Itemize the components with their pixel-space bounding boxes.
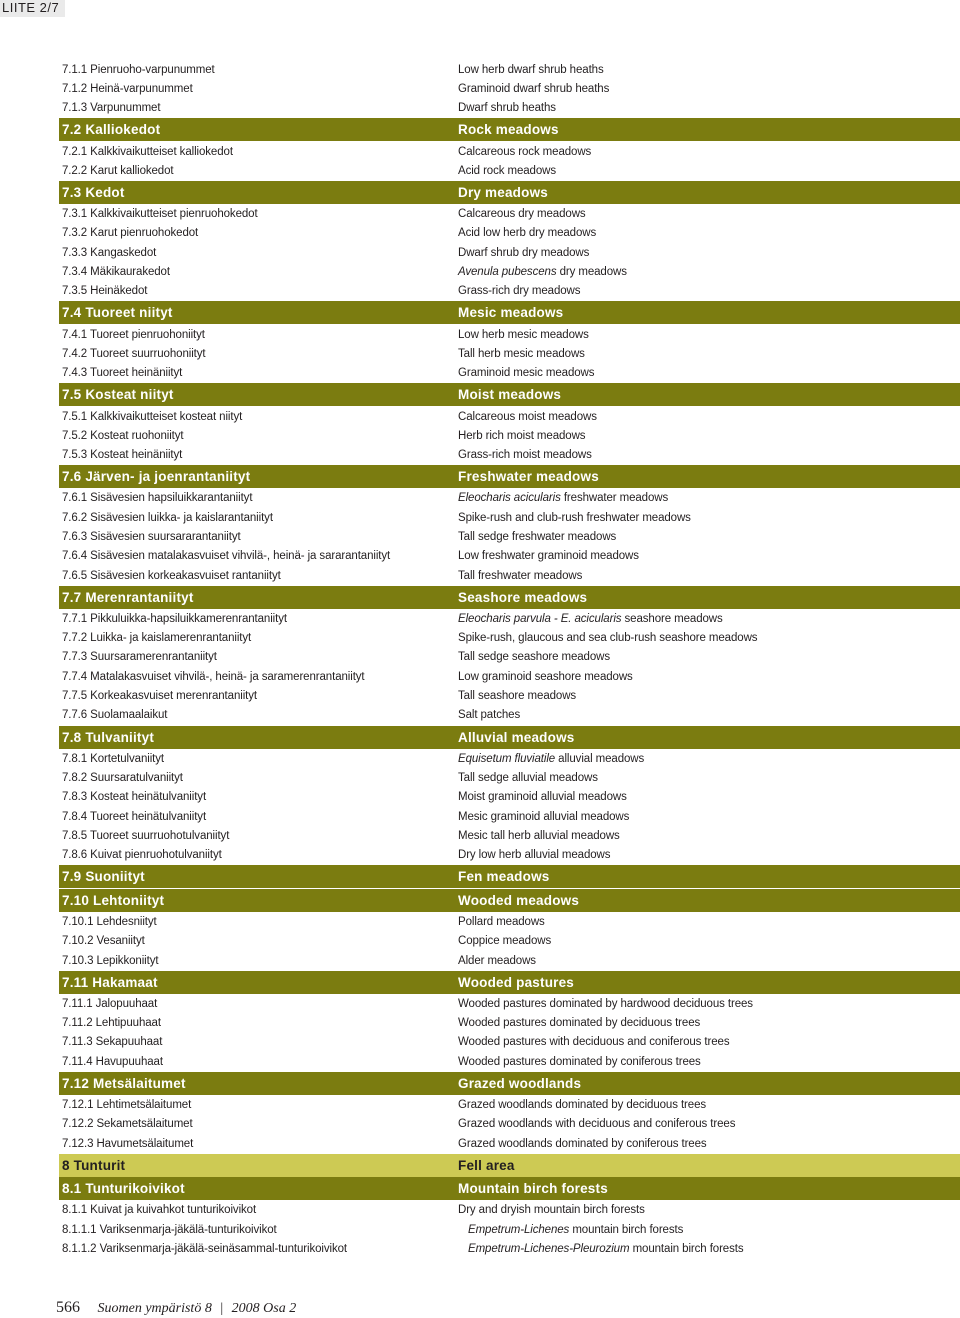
- habitat-row: [59, 1013, 960, 1032]
- habitat-row: [59, 629, 960, 648]
- series-name: Suomen ympäristö: [97, 1301, 202, 1316]
- habitat-row: [59, 1220, 960, 1239]
- habitat-row: [59, 445, 960, 464]
- habitat-row: [59, 204, 960, 223]
- habitat-name-fi: 7.8.6 Kuivat pienruohotulvaniityt: [62, 849, 222, 862]
- name-text: Tall sedge alluvial meadows: [458, 771, 598, 784]
- name-text: Low graminoid seashore meadows: [458, 670, 633, 683]
- section-header-row: [59, 1177, 960, 1200]
- habitat-row: [59, 407, 960, 426]
- name-text: Calcareous dry meadows: [458, 208, 586, 221]
- section-title-fi: 7.4 Tuoreet niityt: [62, 305, 173, 321]
- habitat-name-en: [458, 935, 551, 947]
- habitat-name-en: [458, 1118, 735, 1130]
- name-text: Calcareous moist meadows: [458, 410, 597, 423]
- habitat-row: [59, 262, 960, 281]
- name-text: Pollard meadows: [458, 915, 545, 928]
- habitat-name-en: [458, 64, 604, 76]
- section-header-row: [59, 1072, 960, 1095]
- habitat-name-en: [458, 492, 668, 504]
- section-title-fi: 7.10 Lehtoniityt: [62, 892, 165, 908]
- habitat-name-en: [458, 690, 576, 702]
- habitat-name-fi: 7.2.2 Karut kalliokedot: [62, 164, 174, 177]
- habitat-row: [59, 1201, 960, 1220]
- section-header-row: [59, 1154, 960, 1177]
- appendix-label: LIITE 2/7: [0, 0, 65, 17]
- habitat-row: [59, 142, 960, 161]
- name-text: Dry low herb alluvial meadows: [458, 849, 611, 862]
- habitat-name-en: [458, 102, 556, 114]
- habitat-classification-table: [59, 60, 960, 1259]
- habitat-name-en: [458, 709, 520, 721]
- habitat-name-fi: 7.1.2 Heinä-varpunummet: [62, 82, 193, 95]
- scientific-name: Avenula pubescens: [458, 266, 557, 279]
- habitat-name-fi: 7.6.3 Sisävesien suursararantaniityt: [62, 530, 241, 543]
- habitat-name-fi: 7.5.2 Kosteat ruohoniityt: [62, 429, 184, 442]
- habitat-row: [59, 932, 960, 951]
- habitat-name-fi: 7.2.1 Kalkkivaikutteiset kalliokedot: [62, 145, 233, 158]
- habitat-row: [59, 1052, 960, 1071]
- name-text: Grazed woodlands dominated by deciduous trees: [458, 1099, 707, 1112]
- name-text: Moist meadows: [458, 387, 562, 403]
- habitat-row: [59, 426, 960, 445]
- name-text: seashore meadows: [621, 612, 723, 625]
- section-title-fi: 7.9 Suoniityt: [62, 869, 145, 885]
- habitat-name-en: [458, 811, 629, 823]
- habitat-row: [59, 527, 960, 546]
- habitat-row: [59, 788, 960, 807]
- habitat-name-en: [458, 531, 616, 543]
- habitat-name-en: [458, 165, 556, 177]
- section-title-fi: 7.7 Merenrantaniityt: [62, 589, 194, 605]
- name-text: Fen meadows: [458, 869, 550, 885]
- name-text: Coppice meadows: [458, 935, 552, 948]
- habitat-name-en: [458, 570, 582, 582]
- name-text: Mountain birch forests: [458, 1181, 608, 1197]
- scientific-name: Eleocharis parvula - E. acicularis: [458, 612, 622, 625]
- habitat-row: [59, 489, 960, 508]
- name-text: Grazed woodlands with deciduous and coniferous trees: [458, 1118, 736, 1131]
- section-title-fi: 7.6 Järven- ja joenrantaniityt: [62, 469, 251, 485]
- habitat-name-fi: 7.10.3 Lepikkoniityt: [62, 954, 159, 967]
- scientific-name: Eleocharis acicularis: [458, 492, 561, 505]
- name-text: Calcareous rock meadows: [458, 145, 592, 158]
- habitat-name-en: [458, 411, 597, 423]
- habitat-row: [59, 364, 960, 383]
- habitat-name-en: [458, 998, 753, 1010]
- section-title-en: [458, 305, 563, 320]
- habitat-row: [59, 1095, 960, 1114]
- habitat-row: [59, 994, 960, 1013]
- name-text: Dry meadows: [458, 184, 548, 200]
- habitat-row: [59, 912, 960, 931]
- habitat-name-en: [458, 146, 591, 158]
- habitat-name-en: [458, 367, 594, 379]
- name-text: Wooded pastures: [458, 974, 575, 990]
- name-text: mountain birch forests: [569, 1223, 684, 1236]
- name-text: Graminoid dwarf shrub heaths: [458, 82, 610, 95]
- name-text: alluvial meadows: [555, 752, 645, 765]
- footer-separator: |: [220, 1301, 224, 1316]
- name-text: Tall freshwater meadows: [458, 569, 583, 582]
- habitat-name-fi: 8.1.1.2 Variksenmarja-jäkälä-seinäsammal-tunturikoivikot: [62, 1243, 348, 1255]
- habitat-row: [59, 243, 960, 262]
- section-title-fi: 7.2 Kalliokedot: [62, 122, 161, 138]
- habitat-name-fi: 7.3.4 Mäkikaurakedot: [62, 266, 170, 279]
- name-text: Alder meadows: [458, 954, 536, 967]
- habitat-row: [59, 79, 960, 98]
- section-title-fi: 7.8 Tulvaniityt: [62, 729, 155, 745]
- habitat-row: [59, 951, 960, 970]
- name-text: freshwater meadows: [560, 492, 669, 505]
- habitat-name-fi: 7.5.3 Kosteat heinäniityt: [62, 449, 183, 462]
- name-text: Dry and dryish mountain birch forests: [458, 1204, 645, 1217]
- habitat-row: [59, 566, 960, 585]
- scientific-name: Equisetum fluviatile: [458, 752, 556, 765]
- habitat-name-en: [458, 613, 723, 625]
- habitat-name-en: [458, 449, 592, 461]
- habitat-name-en: [458, 955, 536, 967]
- name-text: Fell area: [458, 1157, 515, 1173]
- section-header-row: [59, 118, 960, 141]
- section-header-row: [59, 889, 960, 912]
- habitat-row: [59, 667, 960, 686]
- section-title-fi: 7.3 Kedot: [62, 184, 125, 200]
- habitat-name-fi: 7.5.1 Kalkkivaikutteiset kosteat niityt: [62, 410, 243, 423]
- habitat-name-en: [458, 1056, 701, 1068]
- name-text: Spike-rush and club-rush freshwater meadows: [458, 511, 691, 524]
- habitat-name-fi: 7.6.5 Sisävesien korkeakasvuiset rantaniityt: [62, 569, 281, 582]
- name-text: Dwarf shrub dry meadows: [458, 246, 590, 259]
- name-text: Freshwater meadows: [458, 469, 599, 485]
- habitat-name-en: [458, 1036, 730, 1048]
- name-text: Wooded pastures dominated by deciduous trees: [458, 1017, 701, 1030]
- section-header-row: [59, 383, 960, 406]
- habitat-name-en: [458, 348, 585, 360]
- name-text: Low herb dwarf shrub heaths: [458, 63, 604, 76]
- habitat-name-en: [458, 753, 644, 765]
- habitat-name-en: [458, 512, 691, 524]
- habitat-name-fi: 7.11.2 Lehtipuuhaat: [62, 1017, 161, 1030]
- habitat-name-fi: 7.6.4 Sisävesien matalakasvuiset vihvilä-, heinä- ja sararantaniityt: [62, 550, 391, 563]
- section-title-en: [458, 1076, 581, 1091]
- habitat-name-en: [458, 772, 598, 784]
- section-title-en: [458, 975, 574, 990]
- habitat-row: [59, 325, 960, 344]
- habitat-name-en: [458, 1099, 706, 1111]
- habitat-name-en: [458, 227, 596, 239]
- name-text: Tall seashore meadows: [458, 690, 577, 703]
- habitat-name-en: [458, 285, 580, 297]
- habitat-row: [59, 547, 960, 566]
- habitat-name-fi: 7.7.2 Luikka- ja kaislamerenrantaniityt: [62, 632, 252, 645]
- name-text: Mesic tall herb alluvial meadows: [458, 829, 620, 842]
- name-text: Salt patches: [458, 709, 521, 722]
- section-title-en: [458, 893, 579, 908]
- habitat-name-en: [458, 632, 757, 644]
- habitat-name-fi: 7.3.2 Karut pienruohokedot: [62, 227, 199, 240]
- page-number: 566: [56, 1299, 80, 1316]
- name-text: Low herb mesic meadows: [458, 328, 589, 341]
- name-text: Rock meadows: [458, 122, 559, 138]
- section-title-fi: 7.11 Hakamaat: [62, 974, 158, 990]
- section-header-row: [59, 465, 960, 488]
- habitat-name-fi: 7.8.5 Tuoreet suurruohotulvaniityt: [62, 829, 230, 842]
- habitat-row: [59, 161, 960, 180]
- name-text: Tall sedge seashore meadows: [458, 651, 610, 664]
- name-text: Tall herb mesic meadows: [458, 347, 585, 360]
- habitat-name-en: [458, 1017, 700, 1029]
- section-title-fi: 7.12 Metsälaitumet: [62, 1075, 186, 1091]
- habitat-name-fi: 7.7.4 Matalakasvuiset vihvilä-, heinä- ja saramerenrantaniityt: [62, 670, 365, 683]
- name-text: Acid rock meadows: [458, 164, 557, 177]
- habitat-name-fi: 7.4.2 Tuoreet suurruohoniityt: [62, 347, 206, 360]
- habitat-name-fi: 7.11.4 Havupuuhaat: [62, 1055, 163, 1068]
- section-header-row: [59, 971, 960, 994]
- section-title-fi: 7.5 Kosteat niityt: [62, 387, 174, 403]
- habitat-name-en: [458, 791, 627, 803]
- habitat-name-fi: 7.3.1 Kalkkivaikutteiset pienruohokedot: [62, 208, 258, 221]
- section-title-en: [458, 185, 548, 200]
- habitat-row: [59, 686, 960, 705]
- habitat-name-en: [458, 830, 620, 842]
- scientific-name: Empetrum-Lichenes-Pleurozium: [468, 1243, 630, 1255]
- name-text: Herb rich moist meadows: [458, 429, 586, 442]
- section-header-row: [59, 301, 960, 324]
- habitat-row: [59, 749, 960, 768]
- habitat-name-fi: 7.8.4 Tuoreet heinätulvaniityt: [62, 810, 207, 823]
- habitat-name-fi: 7.7.1 Pikkuluikka-hapsiluikkamerenrantaniityt: [62, 612, 287, 625]
- habitat-name-en: [458, 208, 586, 220]
- habitat-row: [59, 344, 960, 363]
- habitat-name-fi: 7.7.3 Suursaramerenrantaniityt: [62, 651, 217, 664]
- habitat-name-fi: 7.7.5 Korkeakasvuiset merenrantaniityt: [62, 690, 257, 703]
- habitat-name-fi: 7.12.1 Lehtimetsälaitumet: [62, 1099, 192, 1112]
- habitat-name-fi: 7.3.5 Heinäkedot: [62, 285, 148, 298]
- habitat-name-fi: 7.3.3 Kangaskedot: [62, 246, 157, 259]
- section-header-row: [59, 726, 960, 749]
- page-footer: [56, 1299, 296, 1317]
- habitat-name-fi: 7.12.2 Sekametsälaitumet: [62, 1118, 193, 1131]
- name-text: Spike-rush, glaucous and sea club-rush seashore meadows: [458, 632, 758, 645]
- habitat-row: [59, 508, 960, 527]
- section-title-fi: 8.1 Tunturikoivikot: [62, 1181, 185, 1197]
- name-text: Tall sedge freshwater meadows: [458, 530, 617, 543]
- habitat-name-fi: 7.1.3 Varpunummet: [62, 102, 161, 115]
- habitat-name-fi: 8.1.1 Kuivat ja kuivahkot tunturikoivikot: [62, 1204, 257, 1217]
- habitat-name-en: [458, 849, 610, 861]
- habitat-name-fi: 7.8.2 Suursaratulvaniityt: [62, 771, 183, 784]
- section-title-en: [458, 469, 599, 484]
- section-header-row: [59, 865, 960, 888]
- section-title-en: [458, 730, 575, 745]
- name-text: Wooded pastures dominated by coniferous trees: [458, 1055, 701, 1068]
- habitat-name-fi: 7.12.3 Havumetsälaitumet: [62, 1137, 194, 1150]
- habitat-name-fi: 7.7.6 Suolamaalaikut: [62, 709, 168, 722]
- section-title-en: [458, 1158, 515, 1173]
- section-title-en: [458, 122, 559, 137]
- name-text: Grass-rich moist meadows: [458, 449, 592, 462]
- name-text: Wooded meadows: [458, 892, 580, 908]
- habitat-name-en: [458, 266, 627, 278]
- name-text: Grazed woodlands dominated by coniferous trees: [458, 1137, 707, 1150]
- habitat-row: [59, 60, 960, 79]
- name-text: Mesic meadows: [458, 305, 564, 321]
- series-number: 8: [204, 1301, 212, 1316]
- habitat-row: [59, 706, 960, 725]
- habitat-row: [59, 99, 960, 118]
- habitat-name-fi: 7.10.1 Lehdesniityt: [62, 915, 157, 928]
- name-text: Seashore meadows: [458, 589, 588, 605]
- habitat-name-fi: 7.6.2 Sisävesien luikka- ja kaislarantaniityt: [62, 511, 273, 524]
- habitat-name-en: [458, 550, 639, 562]
- habitat-name-en: [458, 916, 545, 928]
- habitat-name-en: [468, 1243, 744, 1255]
- section-title-en: [458, 590, 587, 605]
- habitat-name-fi: 7.4.3 Tuoreet heinäniityt: [62, 367, 183, 380]
- habitat-row: [59, 1033, 960, 1052]
- section-title-fi: 8 Tunturit: [62, 1157, 126, 1173]
- name-text: Grass-rich dry meadows: [458, 285, 581, 298]
- habitat-name-en: [458, 83, 609, 95]
- habitat-name-en: [458, 1138, 707, 1150]
- habitat-name-fi: 7.1.1 Pienruoho-varpunummet: [62, 63, 215, 76]
- name-text: mountain birch forests: [629, 1243, 744, 1255]
- habitat-name-en: [458, 671, 633, 683]
- habitat-name-fi: 7.11.3 Sekapuuhaat: [62, 1036, 163, 1049]
- section-title-en: [458, 1181, 608, 1196]
- habitat-row: [59, 282, 960, 301]
- habitat-row: [59, 648, 960, 667]
- habitat-row: [59, 609, 960, 628]
- scientific-name: Empetrum-Lichenes: [468, 1223, 570, 1236]
- habitat-row: [59, 846, 960, 865]
- name-text: Alluvial meadows: [458, 729, 575, 745]
- habitat-name-en: [458, 1204, 645, 1216]
- habitat-name-fi: 7.11.1 Jalopuuhaat: [62, 997, 158, 1010]
- habitat-row: [59, 807, 960, 826]
- habitat-name-fi: 7.8.3 Kosteat heinätulvaniityt: [62, 791, 207, 804]
- name-text: Low freshwater graminoid meadows: [458, 550, 639, 563]
- habitat-row: [59, 224, 960, 243]
- habitat-row: [59, 768, 960, 787]
- habitat-name-fi: 7.6.1 Sisävesien hapsiluikkarantaniityt: [62, 492, 253, 505]
- habitat-name-en: [458, 651, 610, 663]
- section-header-row: [59, 181, 960, 204]
- habitat-name-en: [458, 430, 585, 442]
- year-part: 2008 Osa 2: [231, 1301, 297, 1316]
- name-text: Mesic graminoid alluvial meadows: [458, 810, 630, 823]
- name-text: Moist graminoid alluvial meadows: [458, 791, 627, 804]
- name-text: Dwarf shrub heaths: [458, 102, 556, 115]
- section-header-row: [59, 586, 960, 609]
- section-title-en: [458, 869, 549, 884]
- name-text: Wooded pastures with deciduous and coniferous trees: [458, 1036, 730, 1049]
- name-text: Grazed woodlands: [458, 1075, 582, 1091]
- habitat-row: [59, 826, 960, 845]
- habitat-name-fi: 7.10.2 Vesaniityt: [62, 935, 145, 948]
- name-text: Graminoid mesic meadows: [458, 367, 595, 380]
- habitat-name-en: [458, 329, 589, 341]
- habitat-name-fi: 8.1.1.1 Variksenmarja-jäkälä-tunturikoivikot: [62, 1223, 277, 1236]
- habitat-row: [59, 1115, 960, 1134]
- section-title-en: [458, 387, 561, 402]
- habitat-name-en: [458, 247, 589, 259]
- name-text: Acid low herb dry meadows: [458, 227, 597, 240]
- habitat-name-en: [468, 1224, 683, 1236]
- habitat-name-fi: 7.4.1 Tuoreet pienruohoniityt: [62, 328, 205, 341]
- habitat-row: [59, 1134, 960, 1153]
- name-text: dry meadows: [556, 266, 627, 279]
- habitat-row: [59, 1239, 960, 1258]
- habitat-name-fi: 7.8.1 Kortetulvaniityt: [62, 752, 164, 765]
- name-text: Wooded pastures dominated by hardwood deciduous trees: [458, 997, 753, 1010]
